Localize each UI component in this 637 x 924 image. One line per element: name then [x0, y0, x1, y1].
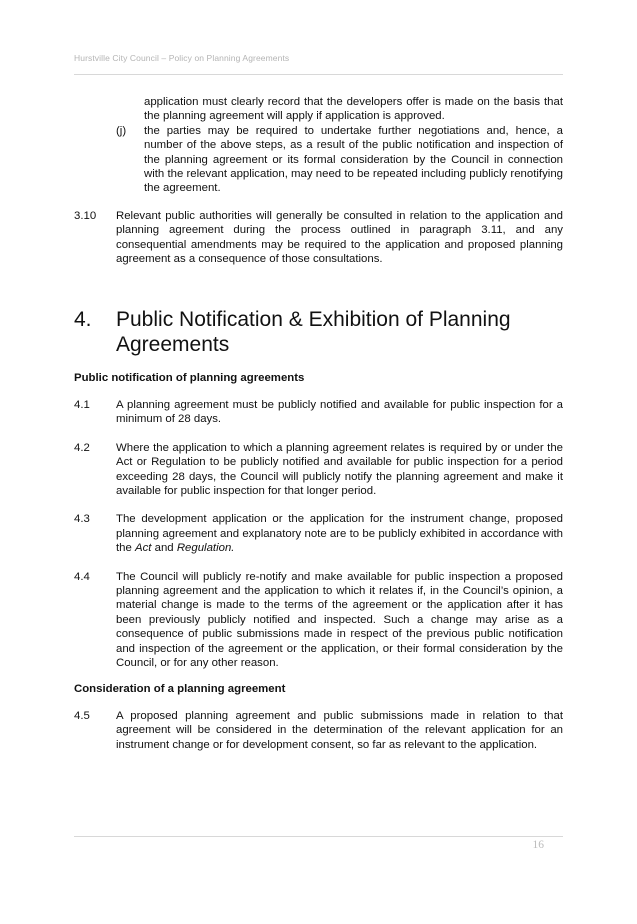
subheading-public-notification: Public notification of planning agreements: [74, 372, 305, 385]
paragraph-number: 4.5: [74, 709, 90, 722]
paragraph-text: [116, 512, 563, 555]
paragraph-text: A planning agreement must be publicly notified and available for public inspection for a minimum of 28 days.: [116, 398, 563, 426]
running-header: Hurstville City Council – Policy on Planning Agreements: [74, 53, 290, 63]
act-term: Act: [135, 542, 152, 555]
paragraph-number: 4.1: [74, 398, 90, 411]
continued-text: application must clearly record that the developers offer is made on the basis that the planning agreement will apply if application is approved.: [144, 96, 563, 123]
item-text: the parties may be required to undertake further negotiations and, hence, a number of the above steps, as a result of the public notification and inspection of the planning agreement or its formal consideration by the Council in connection with the relevant application, may need to be repeated including publicly renotifying the agreement.: [144, 124, 563, 195]
page-number: 16: [532, 839, 544, 851]
paragraph-4-5: [74, 709, 563, 752]
paragraph-text: Where the application to which a planning agreement relates is required by or under the Act or Regulation to be publicly notified and available for public inspection for a period exceeding 28 days, the Council will publicly notify the planning agreement and make it available for public inspection for that longer period.: [116, 441, 563, 497]
paragraph-number: 4.3: [74, 513, 90, 526]
paragraph-number: 3.10: [74, 209, 97, 222]
paragraph-number: 4.2: [74, 441, 90, 454]
text-part: and: [151, 542, 177, 555]
item-label: (j): [116, 124, 127, 137]
text-part: The development application or the application for the instrument change, proposed planning agreement and explanatory note are to be publicly exhibited in accordance with the: [116, 513, 563, 555]
paragraph-4-3: [74, 512, 563, 555]
document-body: [74, 95, 563, 752]
list-item-j: [74, 124, 563, 196]
regulation-term: Regulation.: [176, 542, 235, 555]
footer-divider: [74, 836, 563, 837]
paragraph-text: The Council will publicly re-notify and make available for public inspection a proposed planning agreement and the application to which it relates if, in the Council’s opinion, a material change is made to the terms of the agreement or the application after it has been previously publicly notified and inspected. Such a change may arise as a consequence of public submissions made in respect of the previous public notification and inspection of the agreement or the application, or their formal consideration by the Council, or for any other reason.: [116, 570, 563, 669]
header-divider: [74, 74, 563, 75]
section-heading: [74, 308, 563, 357]
paragraph-4-2: [74, 441, 563, 499]
paragraph-text: Relevant public authorities will generally be consulted in relation to the application and planning agreement during the process outlined in paragraph 3.11, and any consequential amendments may be required to the application and proposed planning agreement as a consequence of those consultations.: [116, 209, 563, 266]
subheading-consideration: Consideration of a planning agreement: [74, 683, 286, 696]
paragraph-text: A proposed planning agreement and public submissions made in relation to that agreement will be considered in the determination of the relevant application for an instrument change or for development consent, so far as relevant to the application.: [116, 709, 563, 751]
section-number: 4.: [74, 308, 92, 332]
paragraph-number: 4.4: [74, 570, 90, 583]
paragraph-4-1: [74, 398, 563, 427]
section-title: Public Notification & Exhibition of Planning Agreements: [116, 308, 511, 356]
paragraph-3-10: [74, 209, 563, 267]
paragraph-4-4: [74, 570, 563, 671]
